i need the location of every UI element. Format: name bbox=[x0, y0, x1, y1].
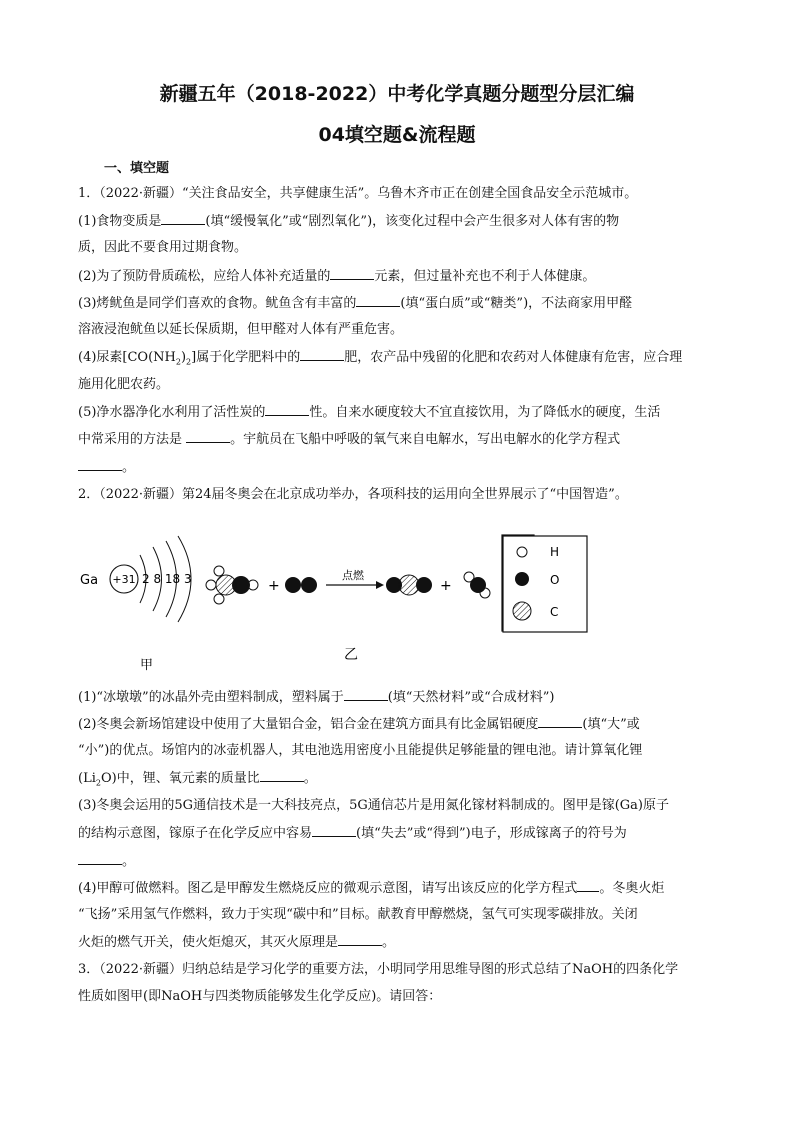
q2-part1: (1)“冰墩墩”的冰晶外壳由塑料制成，塑料属于 (填“天然材料”或“合成材料”) bbox=[78, 687, 554, 708]
answer-blank[interactable] bbox=[186, 429, 230, 443]
carbon-dioxide-molecule bbox=[386, 575, 432, 595]
legend-c-icon bbox=[513, 602, 531, 620]
q2-figure bbox=[78, 533, 538, 673]
legend-h-icon bbox=[517, 547, 527, 557]
answer-blank[interactable] bbox=[312, 823, 356, 837]
q1-part5-cont: 中常采用的方法是 。宇航员在飞船中呼吸的氧气来自电解水，写出电解水的化学方程式 bbox=[78, 429, 620, 450]
page-subtitle: 04填空题&流程题 bbox=[318, 124, 476, 146]
plus-sign-2: + bbox=[440, 578, 452, 594]
answer-blank[interactable] bbox=[78, 457, 122, 471]
q2-part2-end: $(Li_2O)$中，锂、氧元素的质量比 。 bbox=[78, 768, 317, 794]
answer-blank[interactable] bbox=[538, 714, 582, 728]
q1-part5-end: 。 bbox=[78, 457, 135, 478]
methanol-molecule bbox=[206, 566, 258, 604]
q1-part2: (2)为了预防骨质疏松，应给人体补充适量的 元素，但过量补充也不利于人体健康。 bbox=[78, 266, 595, 287]
legend-o-icon bbox=[515, 572, 529, 586]
q1-part3-cont: 溶液浸泡鱿鱼以延长保质期，但甲醛对人体有严重危害。 bbox=[78, 322, 404, 337]
answer-blank[interactable] bbox=[338, 932, 382, 946]
q1-part1: (1)食物变质是 (填“缓慢氧化”或“剧烈氧化”)，该变化过程中会产生很多对人体有害的物 bbox=[78, 211, 619, 232]
q1-part4-cont: 施用化肥农药。 bbox=[78, 377, 170, 392]
answer-blank[interactable] bbox=[265, 402, 309, 416]
answer-blank[interactable] bbox=[78, 851, 122, 865]
ga-symbol: Ga bbox=[80, 573, 99, 588]
answer-blank[interactable] bbox=[356, 293, 400, 307]
q2-part2: (2)冬奥会新场馆建设中使用了大量铝合金，铝合金在建筑方面具有比金属铝硬度 (填“大”或 bbox=[78, 714, 640, 735]
figure-label-jia: 甲 bbox=[140, 658, 154, 673]
q1-part5: (5)净水器净化水利用了活性炭的 性。自来水硬度较大不宜直接饮用，为了降低水的硬度，生活 bbox=[78, 402, 660, 423]
reaction-condition: 点燃 bbox=[342, 569, 364, 582]
q2-part3-end: 。 bbox=[78, 851, 135, 872]
answer-blank[interactable] bbox=[260, 768, 304, 782]
q3-stem: 3．（2022·新疆）归纳总结是学习化学的重要方法，小明同学用思维导图的形式总结了NaOH的四条化学 bbox=[78, 962, 679, 977]
answer-blank[interactable] bbox=[330, 266, 374, 280]
q2-part3-cont: 的结构示意图，镓原子在化学反应中容易 (填“失去”或“得到”)电子，形成镓离子的符号为 bbox=[78, 823, 627, 844]
answer-blank[interactable] bbox=[577, 878, 599, 892]
q2-part4: (4)甲醇可做燃料。图乙是甲醇发生燃烧反应的微观示意图，请写出该反应的化学方程式 。冬奥火炬 bbox=[78, 878, 664, 899]
nucleus-charge: +31 bbox=[112, 573, 136, 586]
electron-shells: 2 8 18 3 bbox=[142, 572, 192, 586]
oxygen-molecule bbox=[285, 577, 317, 593]
arrow-head bbox=[376, 581, 384, 589]
q1-part3: (3)烤鱿鱼是同学们喜欢的食物。鱿鱼含有丰富的 (填“蛋白质”或“糖类”)，不法商家用甲醛 bbox=[78, 293, 632, 314]
atom-legend bbox=[502, 535, 588, 633]
q2-part4-cont: “飞扬”采用氢气作燃料，致力于实现“碳中和”目标。献教育甲醇燃烧，氢气可实现零碳排放。关闭 bbox=[78, 907, 638, 922]
legend-h-label: H bbox=[550, 545, 560, 559]
q3-stem-cont: 性质如图甲(即NaOH与四类物质能够发生化学反应)。请回答： bbox=[78, 989, 442, 1004]
q1-part4: (4)尿素$[CO(NH_2)_2]$属于化学肥料中的 肥，农产品中残留的化肥和农药对人体健康有危害，应合理 bbox=[78, 347, 682, 373]
q2-part2-cont: “小”)的优点。场馆内的冰壶机器人，其电池选用密度小且能提供足够能量的锂电池。请计算氧化锂 bbox=[78, 743, 643, 758]
page-title: 新疆五年（2018-2022）中考化学真题分题型分层汇编 bbox=[159, 83, 635, 105]
answer-blank[interactable] bbox=[161, 211, 205, 225]
answer-blank[interactable] bbox=[344, 687, 388, 701]
legend-o-label: O bbox=[550, 573, 560, 587]
q2-part4-end: 火炬的燃气开关，使火炬熄灭，其灭火原理是 。 bbox=[78, 932, 395, 953]
q2-stem: 2．（2022·新疆）第24届冬奥会在北京成功举办，各项科技的运用向全世界展示了“中国智造”。 bbox=[78, 487, 628, 502]
answer-blank[interactable] bbox=[300, 347, 344, 361]
water-molecule bbox=[464, 572, 490, 598]
legend-c-label: C bbox=[550, 605, 559, 619]
q1-stem: 1．（2022·新疆）“关注食品安全，共享健康生活”。乌鲁木齐市正在创建全国食品安全示范城市。 bbox=[78, 186, 638, 201]
section-heading: 一、填空题 bbox=[104, 161, 170, 176]
q2-part3: (3)冬奥会运用的5G通信技术是一大科技亮点，5G通信芯片是用氮化镓材料制成的。图甲是镓(Ga)原子 bbox=[78, 798, 670, 813]
plus-sign: + bbox=[268, 578, 280, 594]
q1-part1-cont: 质，因此不要食用过期食物。 bbox=[78, 240, 248, 255]
figure-label-yi: 乙 bbox=[344, 647, 358, 663]
